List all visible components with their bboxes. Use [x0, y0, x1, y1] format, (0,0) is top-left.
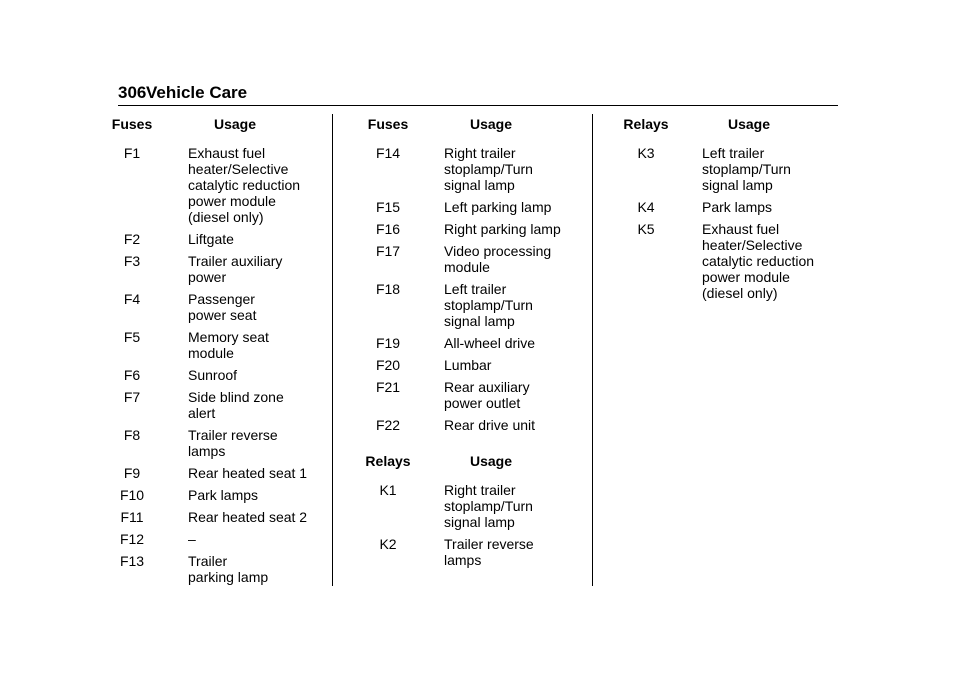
table-body [100, 145, 325, 585]
table-row [100, 553, 325, 585]
usage-line: stoplamp/Turn [444, 297, 533, 313]
row-usage [164, 329, 318, 361]
row-usage [164, 389, 318, 421]
table-body [356, 482, 581, 568]
table-row [100, 253, 325, 285]
row-code: F1 [123, 145, 141, 161]
table-row [356, 281, 581, 329]
usage-line: catalytic reduction [188, 177, 301, 193]
column-divider [332, 114, 333, 586]
row-usage [420, 281, 574, 329]
table-row [356, 536, 581, 568]
header-fuses: Fuses [367, 116, 409, 132]
header-fuses: Fuses [111, 116, 153, 132]
usage-line: power outlet [444, 395, 521, 411]
table-header [356, 116, 581, 132]
row-usage [164, 427, 318, 459]
usage-line: module [188, 345, 234, 361]
row-code: F8 [123, 427, 141, 443]
usage-line: signal lamp [444, 313, 515, 329]
usage-line: lamps [444, 552, 482, 568]
table-row [356, 357, 581, 373]
usage-line: power module [188, 193, 276, 209]
usage-line: Memory seat [188, 329, 269, 345]
row-code: F7 [123, 389, 141, 405]
usage-line: Passenger [188, 291, 255, 307]
table-row [356, 221, 581, 237]
table-row [614, 199, 839, 215]
usage-line: heater/Selective [702, 237, 803, 253]
usage-line: Trailer reverse [188, 427, 278, 443]
relay-table-column-3 [614, 116, 839, 307]
table-row [100, 291, 325, 323]
usage-line: parking lamp [188, 569, 269, 585]
usage-line: Video processing [444, 243, 552, 259]
usage-line: Rear auxiliary [444, 379, 530, 395]
row-code: F13 [119, 553, 145, 569]
row-usage [164, 553, 318, 585]
usage-line: Sunroof [188, 367, 238, 383]
usage-line: module [444, 259, 490, 275]
usage-line: lamps [188, 443, 226, 459]
usage-line: Right parking lamp [444, 221, 561, 237]
table-row [100, 329, 325, 361]
row-usage [678, 145, 832, 193]
header-usage: Usage [469, 453, 513, 469]
table-header [614, 116, 839, 132]
table-row [100, 487, 325, 503]
row-code: F16 [375, 221, 401, 237]
usage-line: power [188, 269, 227, 285]
row-usage [164, 253, 318, 285]
usage-line: Side blind zone [188, 389, 284, 405]
table-row [356, 199, 581, 215]
row-code: F17 [375, 243, 401, 259]
row-usage [164, 367, 318, 383]
header-usage: Usage [469, 116, 513, 132]
usage-line: Exhaust fuel [188, 145, 266, 161]
table-row [614, 221, 839, 301]
page-header [118, 83, 838, 106]
fuse-table-column-1 [100, 116, 325, 591]
header-usage: Usage [213, 116, 257, 132]
row-code: F10 [119, 487, 145, 503]
usage-line: Rear heated seat 2 [188, 509, 308, 525]
header-usage: Usage [727, 116, 771, 132]
usage-line: power seat [188, 307, 257, 323]
usage-line: Left parking lamp [444, 199, 552, 215]
row-code: F3 [123, 253, 141, 269]
row-code: K4 [637, 199, 655, 215]
row-usage [420, 536, 574, 568]
usage-line: signal lamp [702, 177, 773, 193]
row-code: K5 [637, 221, 655, 237]
usage-line: Trailer [188, 553, 228, 569]
usage-line: Right trailer [444, 482, 516, 498]
row-usage [164, 145, 318, 225]
row-usage [678, 221, 832, 301]
row-code: F20 [375, 357, 401, 373]
row-usage [420, 482, 574, 530]
table-row [356, 335, 581, 351]
usage-line: (diesel only) [702, 285, 778, 301]
row-usage [164, 487, 318, 503]
usage-line: stoplamp/Turn [444, 498, 533, 514]
usage-line: – [188, 531, 196, 547]
table-row [614, 145, 839, 193]
usage-line: stoplamp/Turn [444, 161, 533, 177]
table-row [100, 427, 325, 459]
usage-line: Rear drive unit [444, 417, 536, 433]
usage-line: Liftgate [188, 231, 234, 247]
row-usage [420, 221, 574, 237]
row-code: F9 [123, 465, 141, 481]
table-row [100, 465, 325, 481]
row-usage [164, 531, 318, 547]
table-row [100, 509, 325, 525]
header-relays: Relays [623, 116, 669, 132]
usage-line: alert [188, 405, 216, 421]
row-usage [420, 357, 574, 373]
row-usage [420, 379, 574, 411]
usage-line: catalytic reduction [702, 253, 815, 269]
usage-line: Right trailer [444, 145, 516, 161]
row-usage [164, 465, 318, 481]
table-row [356, 417, 581, 433]
row-code: F19 [375, 335, 401, 351]
row-code: F11 [120, 509, 144, 525]
usage-line: Exhaust fuel [702, 221, 780, 237]
usage-line: Park lamps [188, 487, 259, 503]
row-code: F5 [123, 329, 141, 345]
row-code: F2 [123, 231, 141, 247]
column-divider [592, 114, 593, 586]
row-usage [420, 199, 574, 215]
usage-line: signal lamp [444, 177, 515, 193]
usage-line: heater/Selective [188, 161, 289, 177]
row-code: F14 [375, 145, 401, 161]
row-code: F22 [375, 417, 401, 433]
usage-line: Trailer reverse [444, 536, 534, 552]
table-row [100, 231, 325, 247]
row-code: F21 [375, 379, 401, 395]
table-row [356, 243, 581, 275]
table-row [356, 145, 581, 193]
row-usage [420, 145, 574, 193]
fuse-table-column-2 [356, 116, 581, 574]
table-row [356, 482, 581, 530]
usage-line: Trailer auxiliary [188, 253, 283, 269]
row-code: F6 [123, 367, 141, 383]
usage-line: Left trailer [444, 281, 507, 297]
header-relays: Relays [365, 453, 411, 469]
usage-line: signal lamp [444, 514, 515, 530]
table-header [100, 116, 325, 132]
usage-line: Lumbar [444, 357, 492, 373]
row-code: K3 [637, 145, 655, 161]
row-code: F18 [375, 281, 401, 297]
table-body [356, 145, 581, 433]
page-number: 306 [118, 83, 147, 102]
row-usage [164, 291, 318, 323]
row-usage [420, 243, 574, 275]
usage-line: (diesel only) [188, 209, 264, 225]
row-usage [420, 335, 574, 351]
usage-line: Left trailer [702, 145, 765, 161]
row-usage [164, 231, 318, 247]
usage-line: All-wheel drive [444, 335, 536, 351]
usage-line: power module [702, 269, 790, 285]
row-code: K2 [379, 536, 397, 552]
usage-line: Park lamps [702, 199, 773, 215]
table-row [100, 367, 325, 383]
table-row [100, 145, 325, 225]
table-row [100, 531, 325, 547]
page-title: Vehicle Care [146, 83, 248, 102]
row-code: K1 [379, 482, 397, 498]
row-code: F12 [119, 531, 145, 547]
table-row [356, 379, 581, 411]
row-usage [678, 199, 832, 215]
table-row [100, 389, 325, 421]
table-header [356, 453, 581, 469]
usage-line: Rear heated seat 1 [188, 465, 308, 481]
row-code: F15 [375, 199, 401, 215]
row-usage [420, 417, 574, 433]
table-body [614, 145, 839, 301]
usage-line: stoplamp/Turn [702, 161, 791, 177]
row-code: F4 [123, 291, 141, 307]
row-usage [164, 509, 318, 525]
